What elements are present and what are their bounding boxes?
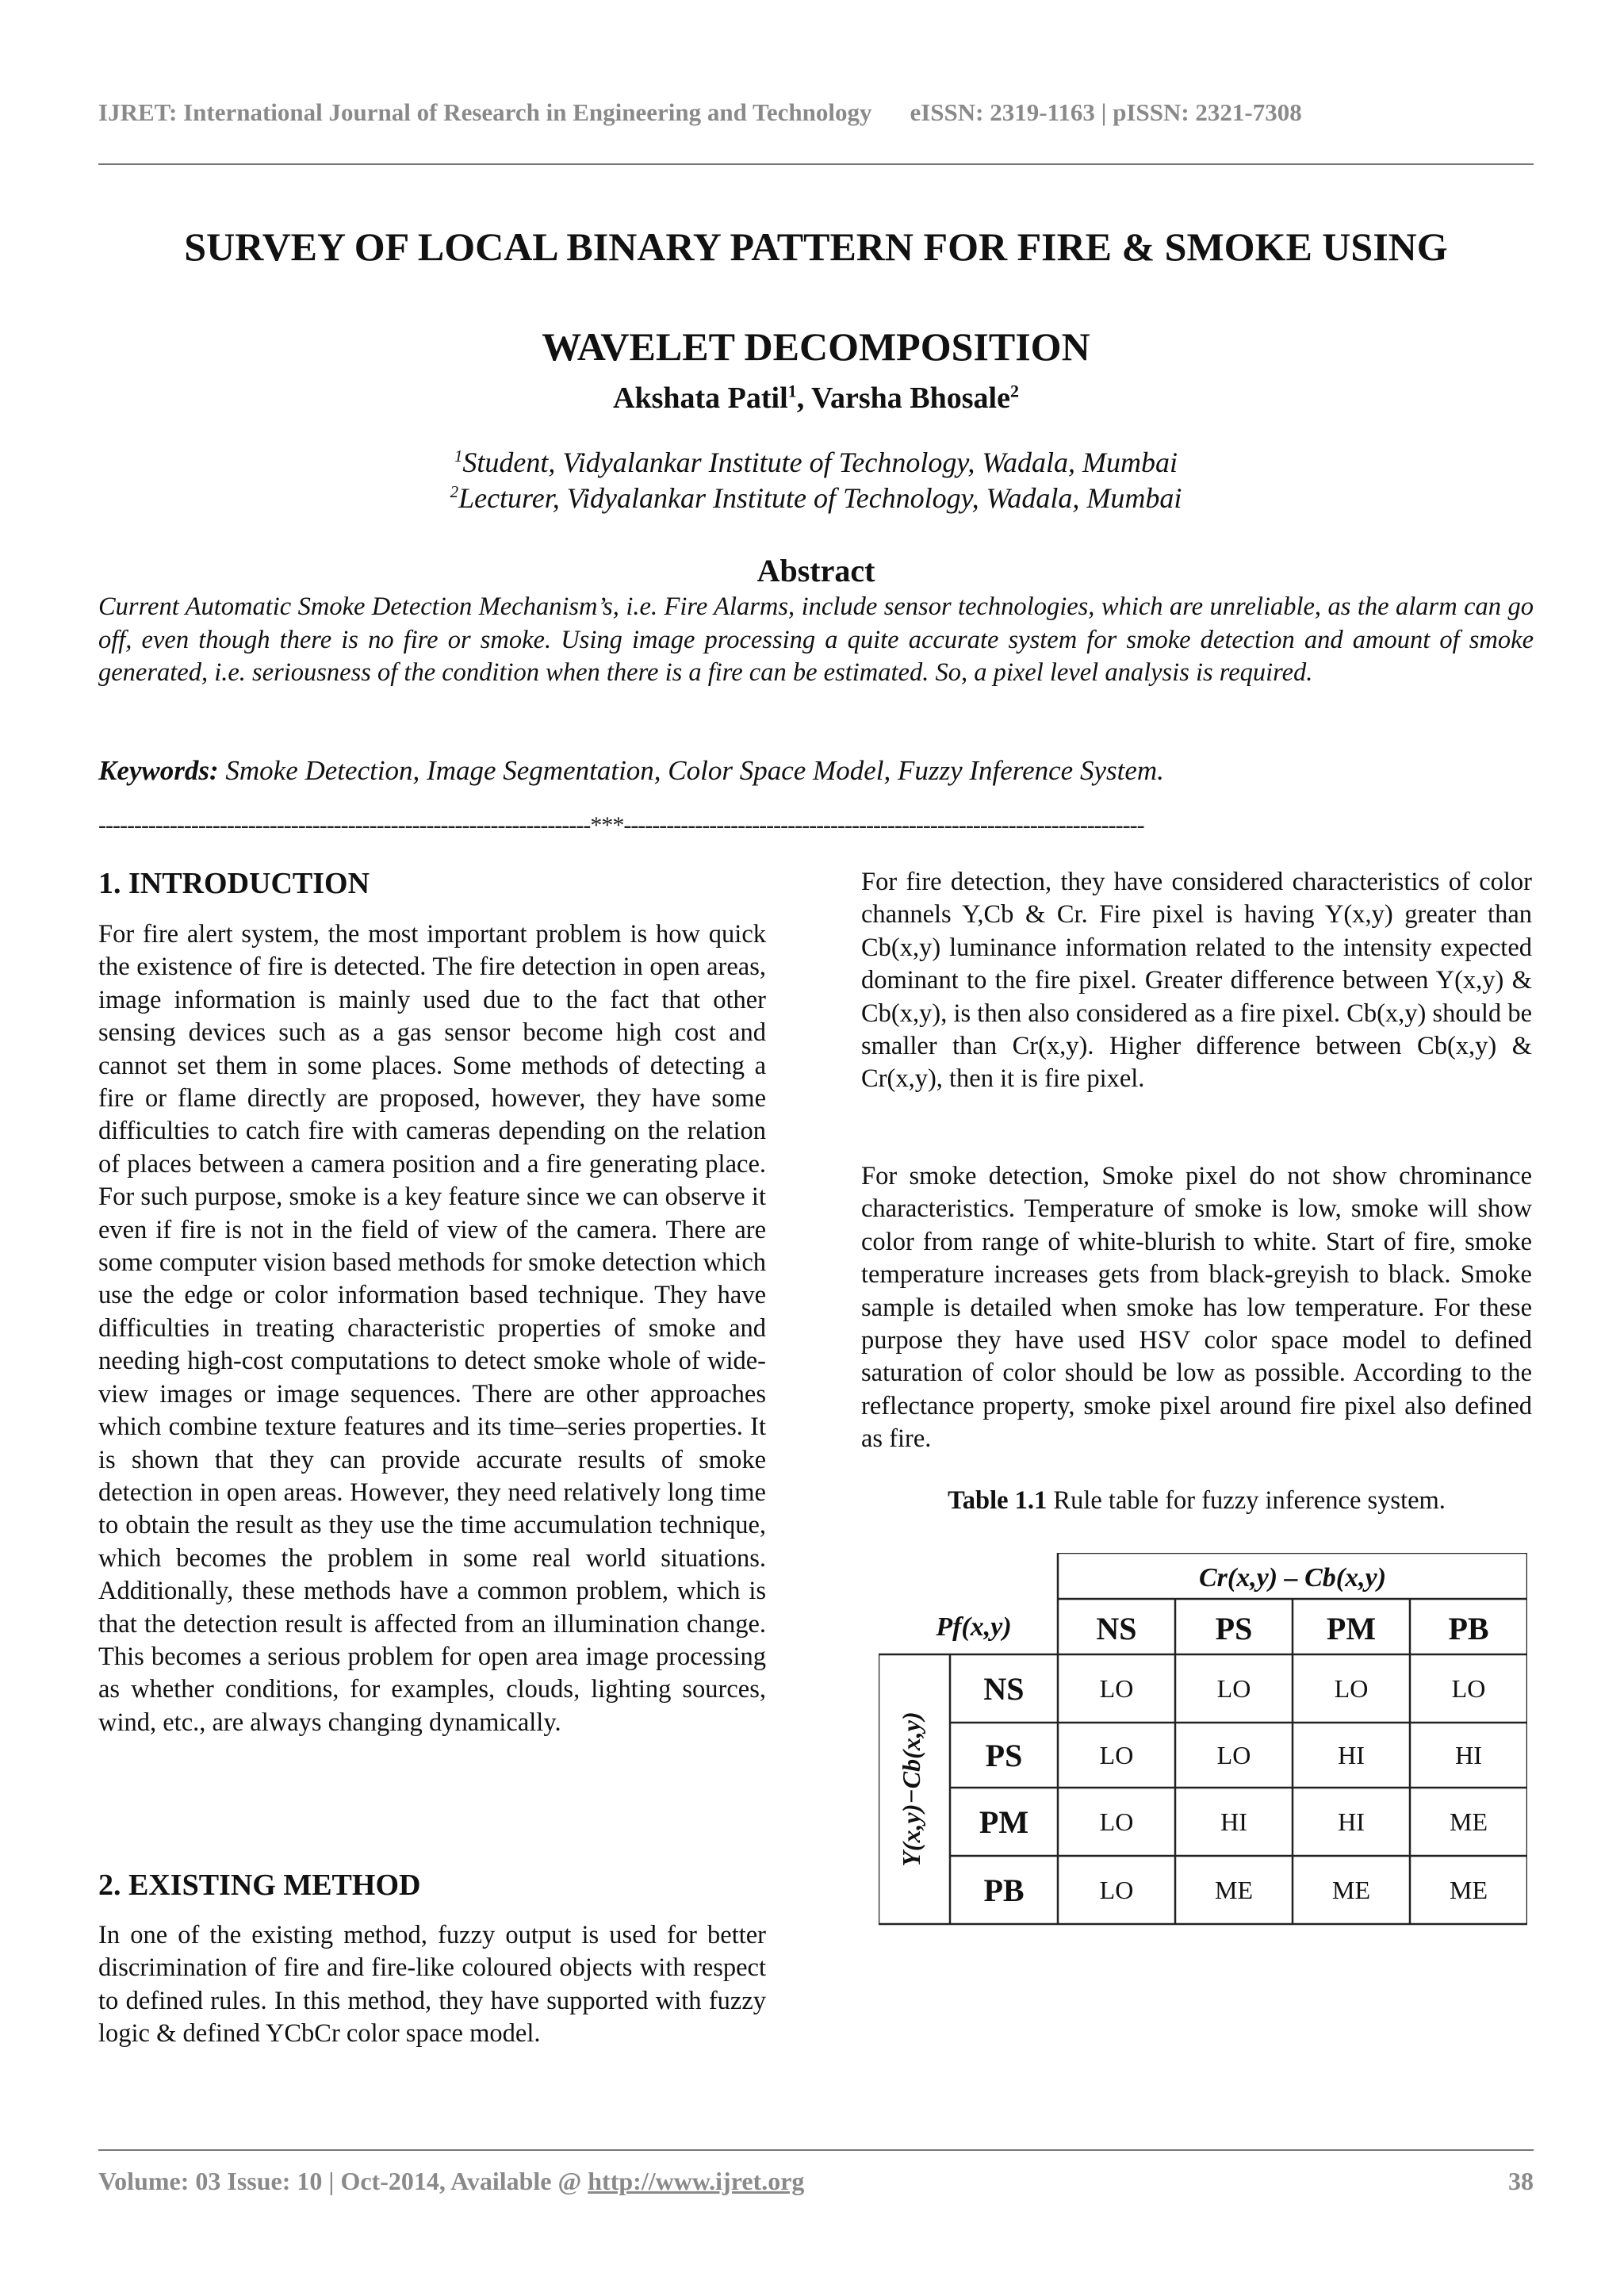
table-cell: HI bbox=[1338, 1741, 1365, 1769]
col-header-ps: PS bbox=[1215, 1611, 1253, 1646]
author-2-sup: 2 bbox=[1009, 381, 1019, 401]
header-rule bbox=[98, 163, 1534, 165]
affiliation-2-sup: 2 bbox=[450, 482, 459, 501]
table-caption-label: Table 1.1 bbox=[948, 1486, 1048, 1515]
table-cell: LO bbox=[1099, 1741, 1134, 1769]
intro-heading: 1. INTRODUCTION bbox=[98, 867, 370, 900]
table-cell: LO bbox=[1451, 1674, 1486, 1703]
affiliation-1-sup: 1 bbox=[454, 447, 463, 466]
affiliation-1-text: Student, Vidyalankar Institute of Technology, Wadala, Mumbai bbox=[462, 447, 1178, 478]
table-row-group-label: Y(x,y)−Cb(x,y) bbox=[897, 1711, 925, 1867]
affiliation-1 bbox=[98, 446, 1534, 479]
existing-method-paragraph bbox=[98, 1919, 766, 2051]
title-line-1: SURVEY OF LOCAL BINARY PATTERN FOR FIRE & SMOKE USING bbox=[184, 224, 1448, 269]
table-cell: HI bbox=[1338, 1807, 1365, 1836]
table-cell: LO bbox=[1099, 1807, 1134, 1836]
footer-text: Volume: 03 Issue: 10 | Oct-2014, Available @ bbox=[98, 2167, 588, 2195]
table-cell: ME bbox=[1450, 1807, 1488, 1836]
table-cell: HI bbox=[1220, 1807, 1247, 1836]
affiliation-2-text: Lecturer, Vidyalankar Institute of Technology, Wadala, Mumbai bbox=[458, 482, 1182, 514]
paper-title bbox=[98, 197, 1534, 397]
running-header bbox=[98, 98, 1526, 127]
table-cell: LO bbox=[1216, 1741, 1251, 1769]
author-1: Akshata Patil bbox=[613, 381, 788, 415]
title-line-2: WAVELET DECOMPOSITION bbox=[542, 324, 1090, 369]
abstract-heading: Abstract bbox=[756, 553, 875, 588]
page-footer bbox=[98, 2167, 1534, 2196]
row-header-pb: PB bbox=[983, 1872, 1025, 1908]
table-corner-label: Pf(x,y) bbox=[936, 1612, 1012, 1642]
issn-info: eISSN: 2319-1163 | pISSN: 2321-7308 bbox=[910, 98, 1302, 126]
col-header-pm: PM bbox=[1326, 1611, 1377, 1646]
table-cell: ME bbox=[1332, 1876, 1370, 1904]
abstract-text: Current Automatic Smoke Detection Mechanism’s, i.e. Fire Alarms, include sensor technologies, which are unreliable, as the alarm can go off, even though there is no fire or smoke. Using image processing a quite accurate system for smoke detection and amount of smoke generated, i.e. seriousness of the condition when there is a fire can be estimated. So, a pixel level analysis is required. bbox=[98, 592, 1534, 687]
fire-detection-paragraph bbox=[861, 866, 1532, 1096]
table-grid-lines bbox=[879, 1553, 1527, 1924]
smoke-body: For smoke detection, Smoke pixel do not show chrominance characteristics. Temperature of smoke is low, smoke will show color from range of white-blurish to white. Start of fire, smoke temperature increases gets from black-greyish to black. Smoke sample is detailed when smoke has low temperature. For these purpose they have used HSV color space model to defined saturation of color should be low as possible. According to the reflectance property, bbox=[861, 1162, 1532, 1420]
existing-body: In one of the existing method, fuzzy output is used for better discrimination of fire and fire-like coloured objects with respect to defined rules. In this method, they have supported with fuzzy logic & defined YCbCr color space bbox=[98, 1921, 766, 2049]
fuzzy-rule-table bbox=[879, 1553, 1527, 1926]
intro-paragraph bbox=[98, 918, 766, 1739]
fire-body-end: it is fire pixel. bbox=[1000, 1064, 1145, 1094]
table-cell: LO bbox=[1099, 1674, 1134, 1703]
table-caption bbox=[861, 1486, 1532, 1516]
table-cell: LO bbox=[1099, 1876, 1134, 1904]
author-1-sup: 1 bbox=[787, 381, 797, 401]
col-header-pb: PB bbox=[1448, 1611, 1489, 1646]
smoke-body-end: smoke pixel around fire pixel also defined as fire. bbox=[861, 1391, 1533, 1454]
table-row-headers bbox=[979, 1671, 1028, 1908]
table-cell: LO bbox=[1216, 1674, 1251, 1703]
table-cell: HI bbox=[1455, 1741, 1482, 1769]
table-caption-text: Rule table for fuzzy inference system. bbox=[1047, 1486, 1446, 1515]
table-cell: LO bbox=[1334, 1674, 1369, 1703]
page-number: 38 bbox=[1508, 2167, 1534, 2195]
table-cell: ME bbox=[1215, 1876, 1253, 1904]
table-cell: ME bbox=[1450, 1876, 1488, 1904]
author-list bbox=[98, 381, 1534, 416]
row-header-pm: PM bbox=[979, 1804, 1029, 1840]
journal-link[interactable]: http://www.ijret.org bbox=[588, 2167, 805, 2195]
table-cells bbox=[1100, 1674, 1488, 1904]
fire-body: For fire detection, they have considered characteristics of color channels Y,Cb & Cr. Fire pixel is having Y(x,y) greater than Cb(x,y) luminance information related to the intensity expected dominant to the fire pixel. Greater difference between Y(x,y) & Cb(x,y), is then also considered as a fire pixel. Cb(x,y) should be smaller than Cr(x,y). Higher difference between Cb(x,y) & Cr(x,y), then bbox=[861, 868, 1532, 1094]
existing-method-heading: 2. EXISTING METHOD bbox=[98, 1869, 421, 1902]
keywords-text: Smoke Detection, Image Segmentation, Color Space Model, Fuzzy Inference System. bbox=[218, 755, 1164, 786]
author-separator: , bbox=[796, 381, 812, 415]
keywords-label: Keywords: bbox=[98, 755, 219, 786]
row-header-ps: PS bbox=[985, 1738, 1023, 1773]
journal-name: IJRET: International Journal of Research in Engineering and Technology bbox=[98, 98, 872, 126]
intro-body-end: dynamically. bbox=[428, 1708, 561, 1737]
author-2: Varsha Bhosale bbox=[811, 381, 1010, 415]
footer-rule bbox=[98, 2149, 1534, 2151]
table-column-group-label: Cr(x,y) – Cb(x,y) bbox=[1198, 1563, 1387, 1593]
keywords bbox=[98, 755, 1534, 787]
row-header-ns: NS bbox=[983, 1671, 1025, 1707]
existing-body-end: model. bbox=[469, 2019, 541, 2049]
section-separator: ---------------------------------------------------------------------***------------------------------------------------------------------------- bbox=[98, 812, 1144, 838]
affiliation-2 bbox=[98, 481, 1534, 515]
smoke-detection-paragraph bbox=[861, 1160, 1532, 1456]
intro-body: For fire alert system, the most important problem is how quick the existence of fire is detected. The fire detection in open areas, image information is mainly used due to the fact that other sensing devices such as a gas sensor become high cost and cannot set them in some places. Some methods of detecting a fire or flame directly are proposed, however, they have some difficulties to catch fire with cameras depending on the relation of places between a camera position and a fire generating place. For such purpose, smoke is a key feature since we can observe it even if fire is not in the field of view of the camera. There are some computer vision based methods for smoke detection which use the edge or color information based technique. They have difficulties in treating characteristic properties of smoke and needing high-cost computations to detect smoke whole of wide-view images or image sequences. There are other approaches which combine texture features and its time–series properties. It is shown that they can provide accurate results of smoke detection in open areas. However, they need relatively long time to obtain the result as they use the time accumulation technique, which becomes the problem in some real world situations. Additionally, these methods have a common problem, which is that the detection result is affected from an illumination change. This becomes a serious problem for open area image processing as whether conditions, for examples, clouds, lighting sources, wind, etc., are always changing bbox=[98, 920, 766, 1737]
col-header-ns: NS bbox=[1096, 1611, 1137, 1646]
